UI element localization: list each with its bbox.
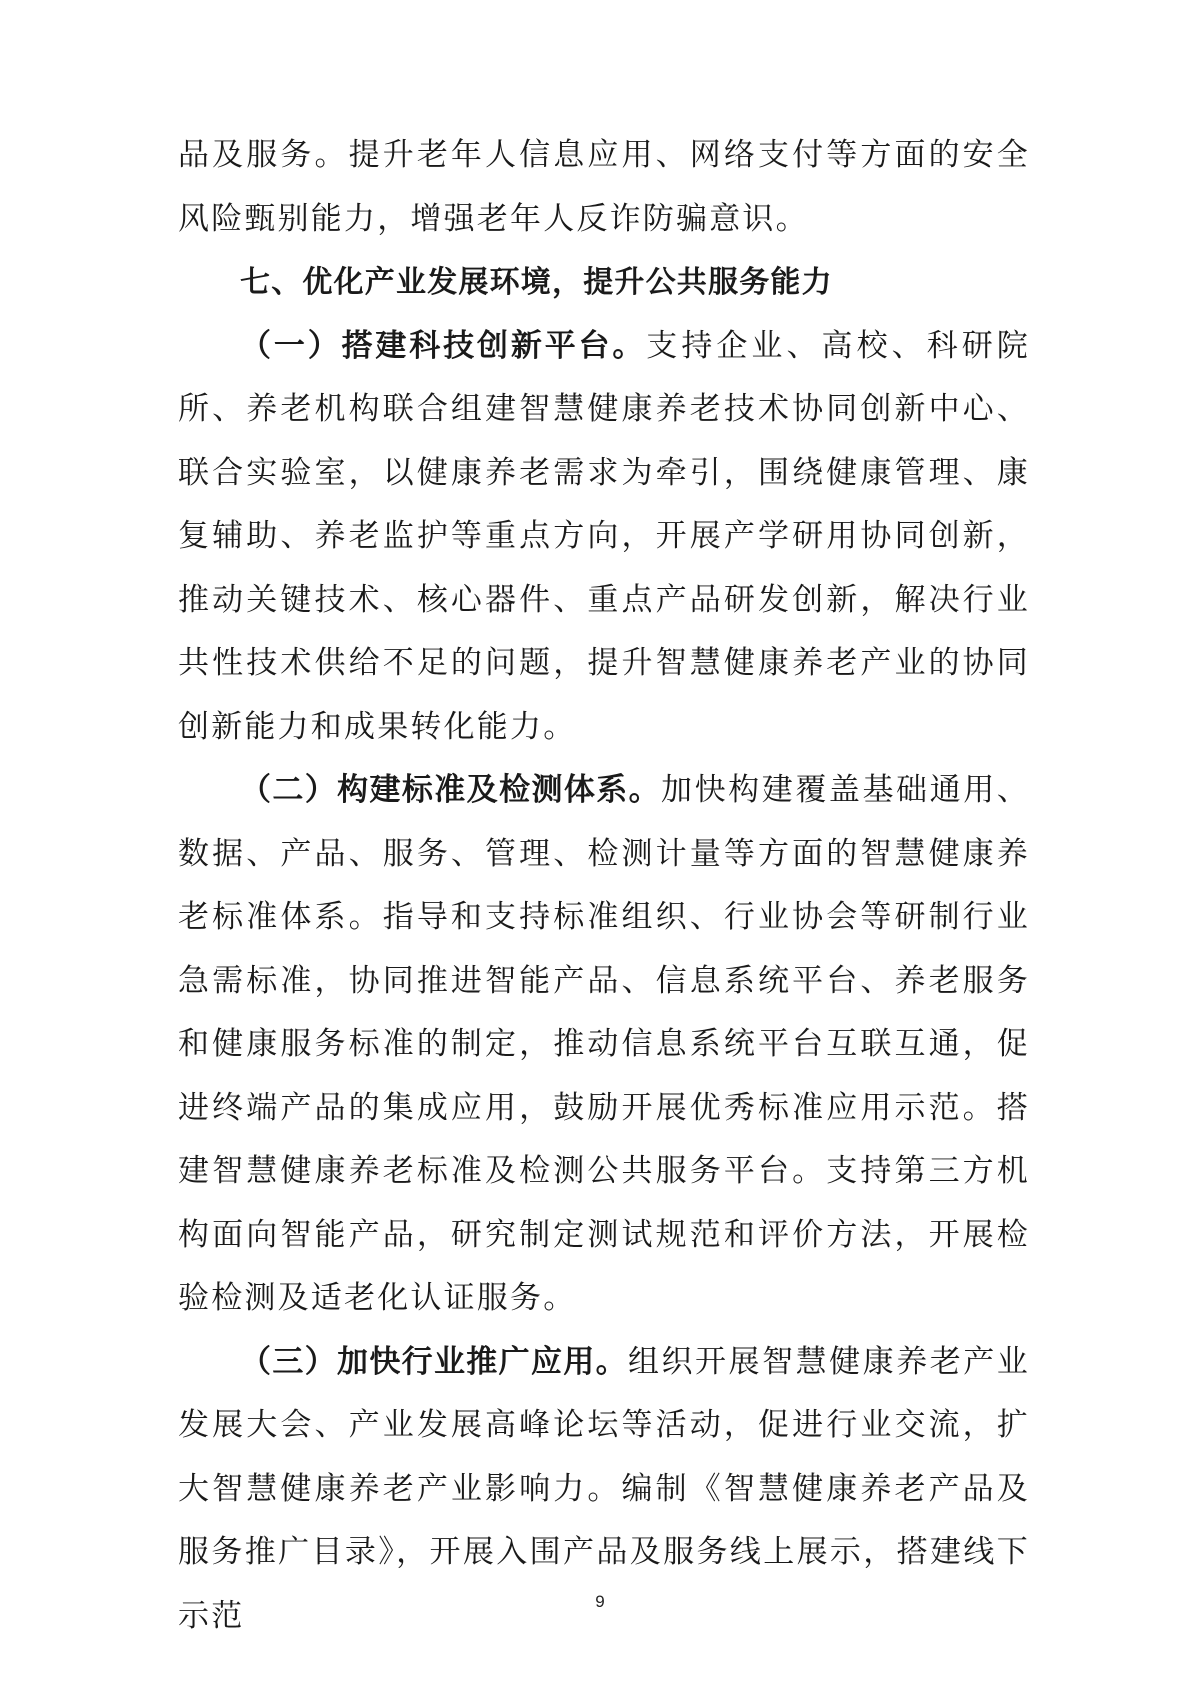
paragraph-body-2: 加快构建覆盖基础通用、数据、产品、服务、管理、检测计量等方面的智慧健康养老标准体系。指导和支持标准组织、行业协会等研制行业急需标准，协同推进智能产品、信息系统平台、养老服务和健康服务标准的制定，推动信息系统平台互联互通，促进终端产品的集成应用，鼓励开展优秀标准应用示范。搭建智慧健康养老标准及检测公共服务平台。支持第三方机构面向智能产品，研究制定测试规范和评价方法，开展检验检测及适老化认证服务。: [178, 772, 1031, 1316]
paragraph-body-1: 支持企业、高校、科研院所、养老机构联合组建智慧健康养老技术协同创新中心、联合实验室，以健康养老需求为牵引，围绕健康管理、康复辅助、养老监护等重点方向，开展产学研用协同创新，推动关键技术、核心器件、重点产品研发创新，解决行业共性技术供给不足的问题，提升智慧健康养老产业的协同创新能力和成果转化能力。: [178, 327, 1031, 745]
paragraph-lead-1: （一）搭建科技创新平台。: [240, 327, 647, 364]
paragraph-lead-3: （三）加快行业推广应用。: [240, 1343, 628, 1380]
paragraph-lead-2: （二）构建标准及检测体系。: [240, 772, 661, 808]
section-heading-7: 七、优化产业发展环境，提升公共服务能力: [240, 265, 833, 300]
page-number: 9: [595, 1592, 605, 1611]
paragraph-continuation: 品及服务。提升老年人信息应用、网络支付等方面的安全风险甄别能力，增强老年人反诈防骗意识。: [178, 137, 1030, 237]
paragraph-tech-innovation-platform: [178, 315, 1030, 760]
paragraph-standards-testing-system: [178, 759, 1030, 1331]
document-body: [178, 124, 1030, 1648]
paragraph-body-3: 组织开展智慧健康养老产业发展大会、产业发展高峰论坛等活动，促进行业交流，扩大智慧健康养老产业影响力。编制《智慧健康养老产品及服务推广目录》，开展入围产品及服务线上展示，搭建线下示范: [178, 1343, 1030, 1634]
